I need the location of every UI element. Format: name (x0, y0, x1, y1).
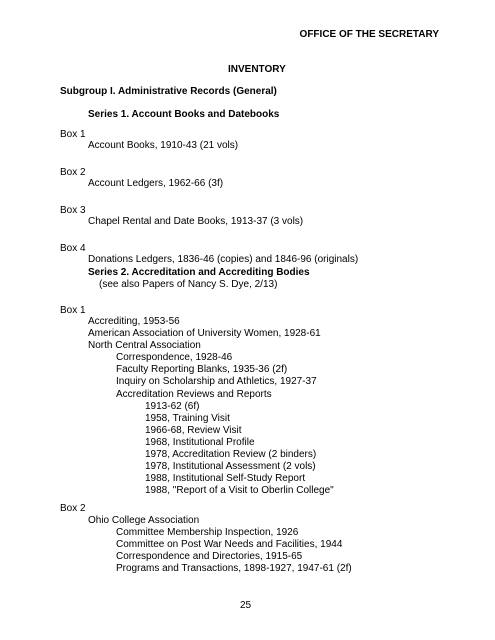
folder-entry: 1958, Training Visit (145, 412, 230, 424)
folder-entry: Programs and Transactions, 1898-1927, 1947-61 (2f) (116, 563, 352, 575)
box-label: Box 1 (60, 305, 86, 316)
page-title: INVENTORY (228, 64, 286, 75)
folder-entry: Ohio College Association (88, 515, 200, 526)
folder-entry: Correspondence and Directories, 1915-65 (116, 551, 303, 563)
box-label: Box 1 (60, 129, 86, 140)
page-header: OFFICE OF THE SECRETARY (299, 29, 439, 40)
folder-entry: 1978, Accreditation Review (2 binders) (145, 449, 317, 461)
series-2-heading: Series 2. Accreditation and Accrediting Bodies (88, 267, 310, 278)
series-2-heading-block (88, 267, 310, 291)
folder-entry: Faculty Reporting Blanks, 1935-36 (2f) (116, 364, 288, 376)
folder-entry: Accreditation Reviews and Reports (116, 388, 272, 400)
page-number: 25 (240, 600, 252, 611)
series-1-heading: Series 1. Account Books and Datebooks (88, 109, 280, 120)
folder-entry: Committee Membership Inspection, 1926 (116, 527, 299, 539)
box-item: Donations Ledgers, 1836-46 (copies) and 1846-96 (originals) (88, 254, 359, 265)
folder-entry: 1978, Institutional Assessment (2 vols) (145, 461, 316, 473)
folder-entry: Committee on Post War Needs and Facilities, 1944 (116, 539, 343, 551)
folder-entry: Accrediting, 1953-56 (88, 316, 180, 327)
box-label: Box 2 (60, 167, 86, 178)
folder-entry: American Association of University Women, 1928-61 (88, 328, 321, 340)
subgroup-heading: Subgroup I. Administrative Records (General) (60, 86, 277, 97)
box-item: Account Ledgers, 1962-66 (3f) (88, 178, 224, 189)
folder-entry: Correspondence, 1928-46 (116, 352, 233, 364)
folder-entry: 1913-62 (6f) (145, 400, 200, 412)
folder-entry: Inquiry on Scholarship and Athletics, 1927-37 (116, 376, 317, 388)
folder-entry: 1966-68, Review Visit (145, 424, 242, 436)
box-1-contents (88, 316, 334, 497)
series-2-note: (see also Papers of Nancy S. Dye, 2/13) (99, 279, 278, 290)
box-label: Box 4 (60, 243, 86, 254)
folder-entry: 1968, Institutional Profile (145, 436, 255, 448)
box-item: Account Books, 1910-43 (21 vols) (88, 140, 239, 151)
box-label: Box 2 (60, 503, 86, 514)
folder-entry: 1988, "Report of a Visit to Oberlin College" (145, 485, 334, 497)
folder-entry: 1988, Institutional Self-Study Report (145, 473, 306, 485)
box-label: Box 3 (60, 205, 86, 216)
box-item: Chapel Rental and Date Books, 1913-37 (3 vols) (88, 216, 304, 227)
folder-entry: North Central Association (88, 340, 201, 352)
box-2-contents (88, 515, 352, 575)
